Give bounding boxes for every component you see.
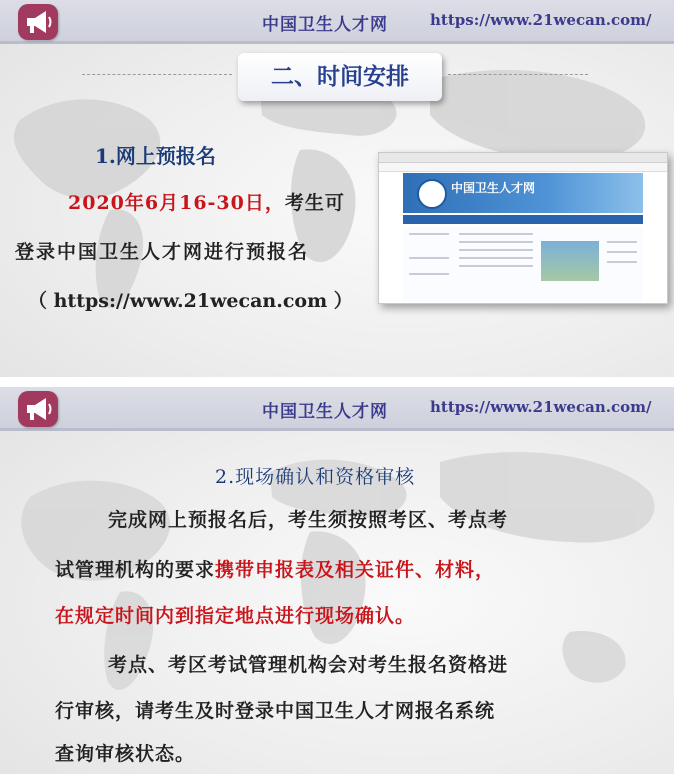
website-screenshot <box>378 152 668 304</box>
content-line <box>607 261 637 263</box>
para1-line3-highlight: 在规定时间内到指定地点进行现场确认。 <box>55 605 416 627</box>
browser-address-bar <box>379 163 667 172</box>
para1-line2 <box>55 555 495 582</box>
header-stripe <box>0 428 674 431</box>
divider-left <box>82 74 232 75</box>
content-line <box>459 241 533 243</box>
para1-line2-highlight: 携带申报表及相关证件、材料， <box>215 559 496 581</box>
content-line <box>409 273 449 275</box>
website-banner <box>403 173 643 213</box>
website-content <box>403 227 643 301</box>
slide-time-schedule <box>0 0 674 377</box>
header-stripe <box>0 41 674 44</box>
browser-tab-bar <box>379 153 667 163</box>
step-title-onsite-confirmation: 2.现场确认和资格审核 <box>215 466 416 488</box>
website-photo <box>541 241 599 281</box>
content-line <box>459 257 533 259</box>
content-line <box>459 265 533 267</box>
site-name: 中国卫生人才网 <box>262 15 388 35</box>
content-line <box>409 233 449 235</box>
registration-date: 2020年6月16-30日， <box>68 192 285 214</box>
registration-date-line <box>68 188 345 215</box>
website-nav <box>403 215 643 224</box>
content-line <box>459 249 533 251</box>
site-url[interactable]: https://www.21wecan.com/ <box>430 11 652 29</box>
website-emblem-icon <box>417 179 447 209</box>
divider-right <box>448 74 588 75</box>
para1-line2-normal: 试管理机构的要求 <box>55 559 216 581</box>
content-line <box>607 241 637 243</box>
registration-url-line[interactable]: （ https://www.21wecan.com ） <box>28 290 353 312</box>
site-url[interactable]: https://www.21wecan.com/ <box>430 398 652 416</box>
content-line <box>607 251 637 253</box>
content-line <box>409 257 449 259</box>
slide-onsite-confirmation <box>0 387 674 774</box>
section-title: 二、时间安排 <box>238 53 442 101</box>
website-logo-text: 中国卫生人才网 <box>451 181 536 195</box>
registration-line-2: 登录中国卫生人才网进行预报名 <box>15 241 310 263</box>
megaphone-icon <box>18 4 58 40</box>
line1-rest: 考生可 <box>284 192 345 214</box>
megaphone-badge <box>18 391 58 427</box>
step-title-online-registration: 1.网上预报名 <box>95 144 216 168</box>
para2-line2: 行审核，请考生及时登录中国卫生人才网报名系统 <box>55 700 496 722</box>
megaphone-icon <box>18 391 58 427</box>
para2-line1: 考点、考区考试管理机构会对考生报名资格进 <box>108 654 509 676</box>
content-line <box>459 233 533 235</box>
site-name: 中国卫生人才网 <box>262 402 388 422</box>
megaphone-badge <box>18 4 58 40</box>
para1-line1: 完成网上预报名后，考生须按照考区、考点考 <box>108 509 509 531</box>
para2-line3: 查询审核状态。 <box>55 743 196 765</box>
